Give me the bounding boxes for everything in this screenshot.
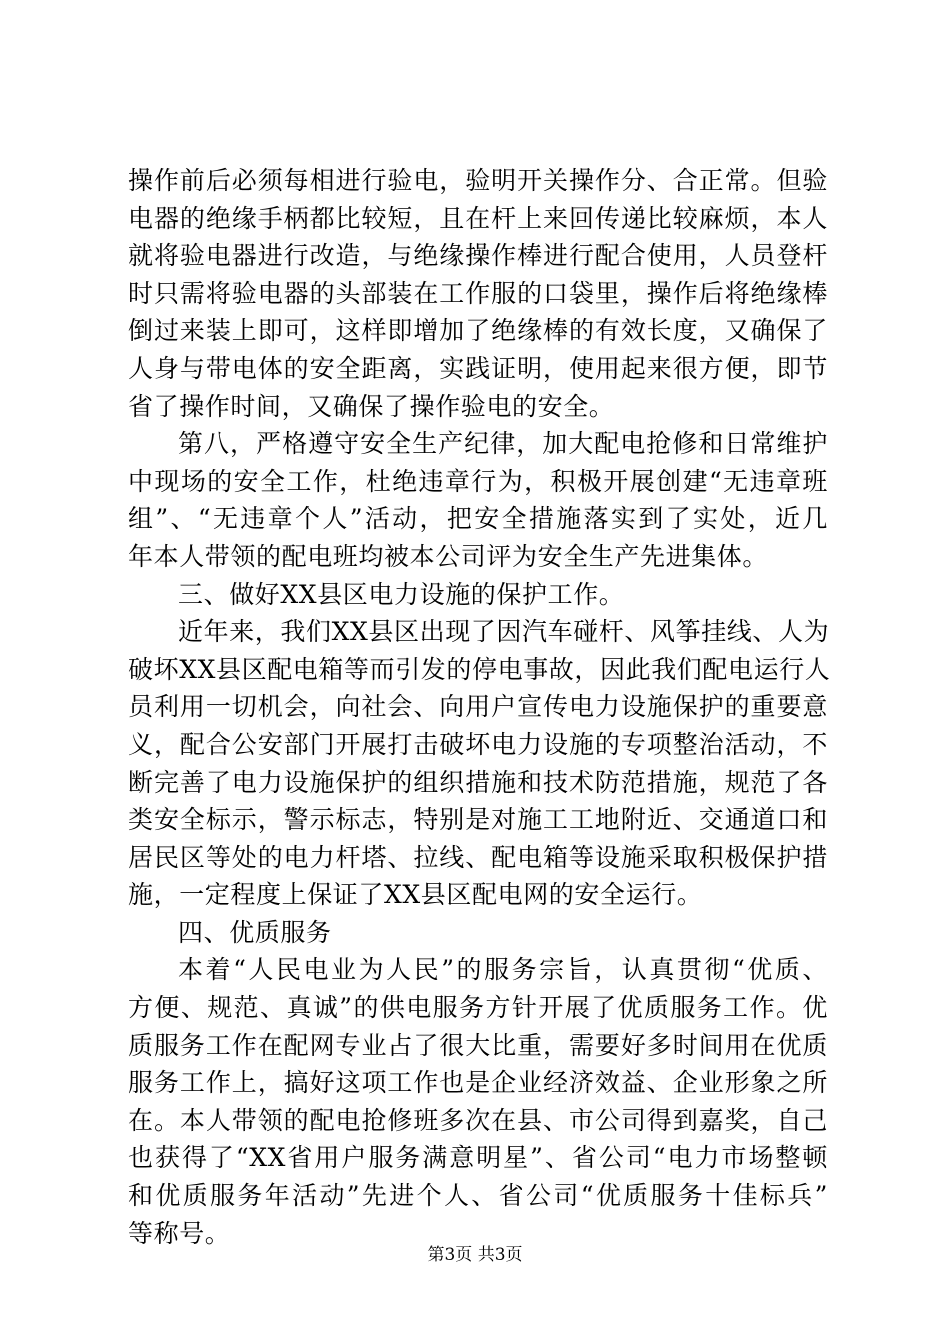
text-line: 员利用一切机会，向社会、向用户宣传电力设施保护的重要意 (128, 692, 828, 722)
page-footer (0, 1243, 950, 1267)
section-heading (128, 914, 828, 952)
text-line: 中现场的安全工作，杜绝违章行为，积极开展创建“无违章班 (128, 466, 828, 496)
text-line: 组”、“无违章个人”活动，把安全措施落实到了实处，近几 (128, 504, 828, 534)
text-line: 等称号。 (128, 1218, 231, 1248)
text-line: 居民区等处的电力杆塔、拉线、配电箱等设施采取积极保护措 (128, 842, 828, 872)
text-line: 时只需将验电器的头部装在工作服的口袋里，操作后将绝缘棒 (128, 278, 828, 308)
text-line: 质服务工作在配网专业占了很大比重，需要好多时间用在优质 (128, 1030, 828, 1060)
text-line: 电器的绝缘手柄都比较短，且在杆上来回传递比较麻烦，本人 (128, 203, 828, 233)
text-line: 操作前后必须每相进行验电，验明开关操作分、合正常。但验 (128, 166, 828, 195)
text-line: 在。本人带领的配电抢修班多次在县、市公司得到嘉奖，自己 (128, 1105, 828, 1135)
text-line: 本着“人民电业为人民”的服务宗旨，认真贯彻“优质、 (178, 955, 828, 985)
text-line: 类安全标示，警示标志，特别是对施工工地附近、交通道口和 (128, 805, 828, 835)
text-line: 破坏XX县区配电箱等而引发的停电事故，因此我们配电运行人 (128, 654, 831, 684)
text-line: 年本人带领的配电班均被本公司评为安全生产先进集体。 (128, 541, 769, 571)
text-line: 倒过来装上即可，这样即增加了绝缘棒的有效长度，又确保了 (128, 316, 828, 346)
text-line: 施，一定程度上保证了XX县区配电网的安全运行。 (128, 880, 703, 910)
paragraph (128, 613, 831, 914)
page-number: 第3页 共3页 (427, 1245, 523, 1265)
text-line: 四、优质服务 (178, 917, 332, 947)
text-line: 省了操作时间，又确保了操作验电的安全。 (128, 391, 615, 421)
text-line: 人身与带电体的安全距离，实践证明，使用起来很方便，即节 (128, 353, 828, 383)
paragraph (128, 162, 828, 425)
paragraph (128, 951, 828, 1252)
section-heading (128, 576, 828, 614)
text-line: 方便、规范、真诚”的供电服务方针开展了优质服务工作。优 (128, 993, 828, 1023)
text-line: 近年来，我们XX县区出现了因汽车碰杆、风筝挂线、人为 (178, 617, 830, 647)
paragraph (128, 425, 828, 575)
text-line: 义，配合公安部门开展打击破坏电力设施的专项整治活动，不 (128, 729, 828, 759)
text-line: 服务工作上，搞好这项工作也是企业经济效益、企业形象之所 (128, 1068, 828, 1098)
document-body (128, 162, 831, 1252)
text-line: 也获得了“XX省用户服务满意明星”、省公司“电力市场整顿 (128, 1143, 828, 1173)
text-line: 和优质服务年活动”先进个人、省公司“优质服务十佳标兵” (128, 1181, 828, 1211)
text-line: 断完善了电力设施保护的组织措施和技术防范措施，规范了各 (128, 767, 828, 797)
text-line: 就将验电器进行改造，与绝缘操作棒进行配合使用，人员登杆 (128, 241, 828, 271)
text-line: 三、做好XX县区电力设施的保护工作。 (178, 579, 625, 609)
text-line: 第八，严格遵守安全生产纪律，加大配电抢修和日常维护 (178, 429, 828, 459)
